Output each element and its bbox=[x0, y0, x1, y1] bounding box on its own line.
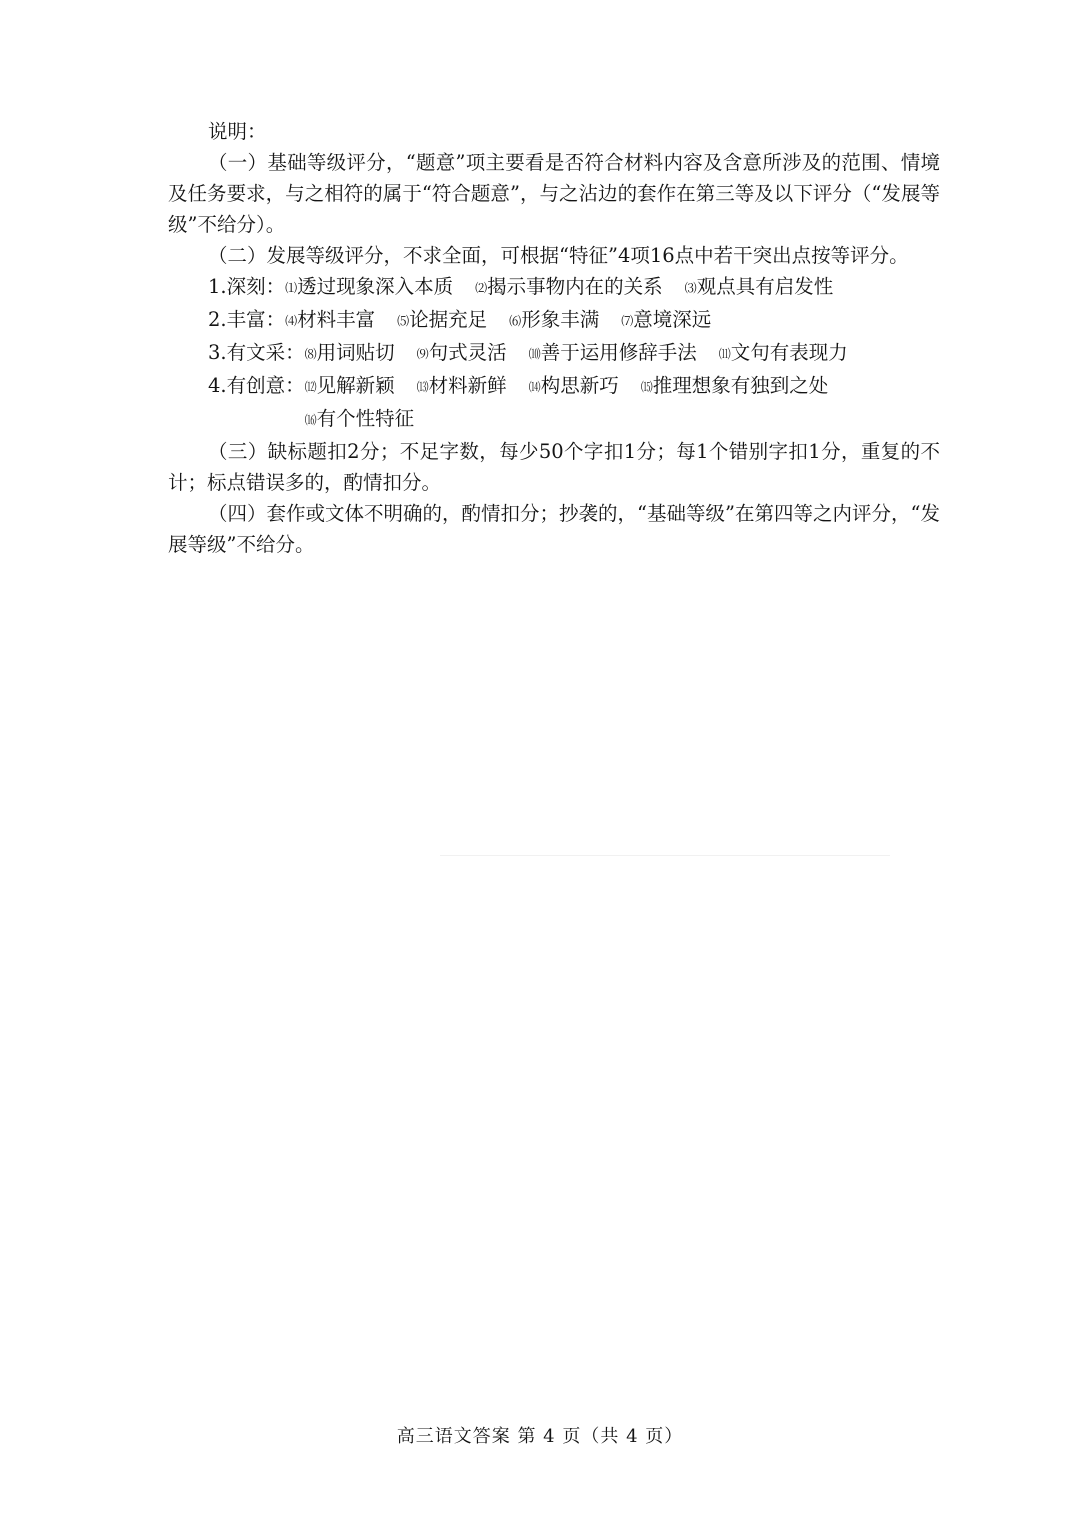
point-text: 形象丰满 bbox=[521, 308, 600, 331]
features-list bbox=[168, 271, 940, 436]
point-text: 构思新巧 bbox=[540, 374, 619, 397]
feature-point bbox=[529, 337, 697, 370]
point-number: ⑾ bbox=[718, 347, 731, 361]
point-text: 观点具有启发性 bbox=[696, 275, 834, 298]
point-text: 有个性特征 bbox=[316, 407, 415, 430]
scoring-notes bbox=[168, 116, 940, 560]
note-paragraph-2: （二）发展等级评分，不求全面，可根据“特征”4项16点中若干突出点按等评分。 bbox=[208, 244, 909, 267]
point-number: ⒁ bbox=[528, 380, 541, 394]
point-number: ⑸ bbox=[397, 314, 410, 328]
point-text: 善于运用修辞手法 bbox=[540, 341, 697, 364]
point-number: ⑶ bbox=[684, 281, 697, 295]
point-number: ⑵ bbox=[475, 281, 488, 295]
feature-row bbox=[168, 271, 940, 304]
feature-row bbox=[168, 370, 940, 436]
feature-point bbox=[305, 370, 395, 403]
feature-point bbox=[417, 370, 507, 403]
point-text: 透过现象深入本质 bbox=[297, 275, 454, 298]
point-number: ⒀ bbox=[416, 380, 429, 394]
page-footer: 高三语文答案 第 4 页（共 4 页） bbox=[396, 1426, 684, 1447]
point-number: ⑽ bbox=[528, 347, 541, 361]
feature-label: 2.丰富： bbox=[208, 308, 286, 331]
feature-point bbox=[305, 403, 415, 436]
feature-point bbox=[641, 370, 829, 403]
point-number: ⑼ bbox=[416, 347, 429, 361]
feature-points bbox=[285, 304, 905, 337]
feature-point bbox=[417, 337, 507, 370]
point-number: ⑴ bbox=[285, 281, 298, 295]
feature-label: 4.有创意： bbox=[208, 374, 305, 397]
scan-artifact-line bbox=[440, 855, 890, 856]
feature-point bbox=[397, 304, 487, 337]
point-text: 句式灵活 bbox=[428, 341, 507, 364]
feature-row bbox=[168, 304, 940, 337]
point-text: 意境深远 bbox=[633, 308, 712, 331]
feature-points bbox=[305, 337, 925, 370]
point-number: ⑷ bbox=[285, 314, 298, 328]
feature-point bbox=[305, 337, 395, 370]
feature-points bbox=[305, 370, 925, 436]
point-text: 见解新颖 bbox=[316, 374, 395, 397]
point-text: 用词贴切 bbox=[316, 341, 395, 364]
note-paragraph-3: （三）缺标题扣2分；不足字数，每少50个字扣1分；每1个错别字扣1分，重复的不计；标点错误多的，酌情扣分。 bbox=[168, 440, 940, 494]
feature-point bbox=[719, 337, 848, 370]
feature-label: 1.深刻： bbox=[208, 275, 286, 298]
feature-point bbox=[621, 304, 711, 337]
feature-row bbox=[168, 337, 940, 370]
feature-label: 3.有文采： bbox=[208, 341, 305, 364]
note-paragraph-4: （四）套作或文体不明确的，酌情扣分；抄袭的，“基础等级”在第四等之内评分，“发展等级”不给分。 bbox=[168, 502, 940, 556]
point-number: ⑹ bbox=[509, 314, 522, 328]
point-text: 论据充足 bbox=[409, 308, 488, 331]
notes-title: 说明： bbox=[208, 120, 267, 143]
point-number: ⑺ bbox=[621, 314, 634, 328]
feature-point bbox=[685, 271, 834, 304]
feature-points bbox=[285, 271, 905, 304]
note-paragraph-1: （一）基础等级评分，“题意”项主要看是否符合材料内容及含意所涉及的范围、情境及任务要求，与之相符的属于“符合题意”，与之沾边的套作在第三等及以下评分（“发展等级”不给分）。 bbox=[168, 151, 940, 236]
point-text: 材料丰富 bbox=[297, 308, 376, 331]
feature-point bbox=[475, 271, 663, 304]
feature-point bbox=[285, 271, 453, 304]
point-text: 材料新鲜 bbox=[428, 374, 507, 397]
feature-point bbox=[285, 304, 375, 337]
point-number: ⑿ bbox=[304, 380, 317, 394]
feature-point bbox=[529, 370, 619, 403]
point-text: 文句有表现力 bbox=[730, 341, 848, 364]
point-text: 揭示事物内在的关系 bbox=[487, 275, 663, 298]
point-number: ⑻ bbox=[304, 347, 317, 361]
point-number: ⒂ bbox=[640, 380, 653, 394]
point-text: 推理想象有独到之处 bbox=[652, 374, 829, 397]
feature-point bbox=[509, 304, 599, 337]
point-number: ⒃ bbox=[304, 413, 317, 427]
